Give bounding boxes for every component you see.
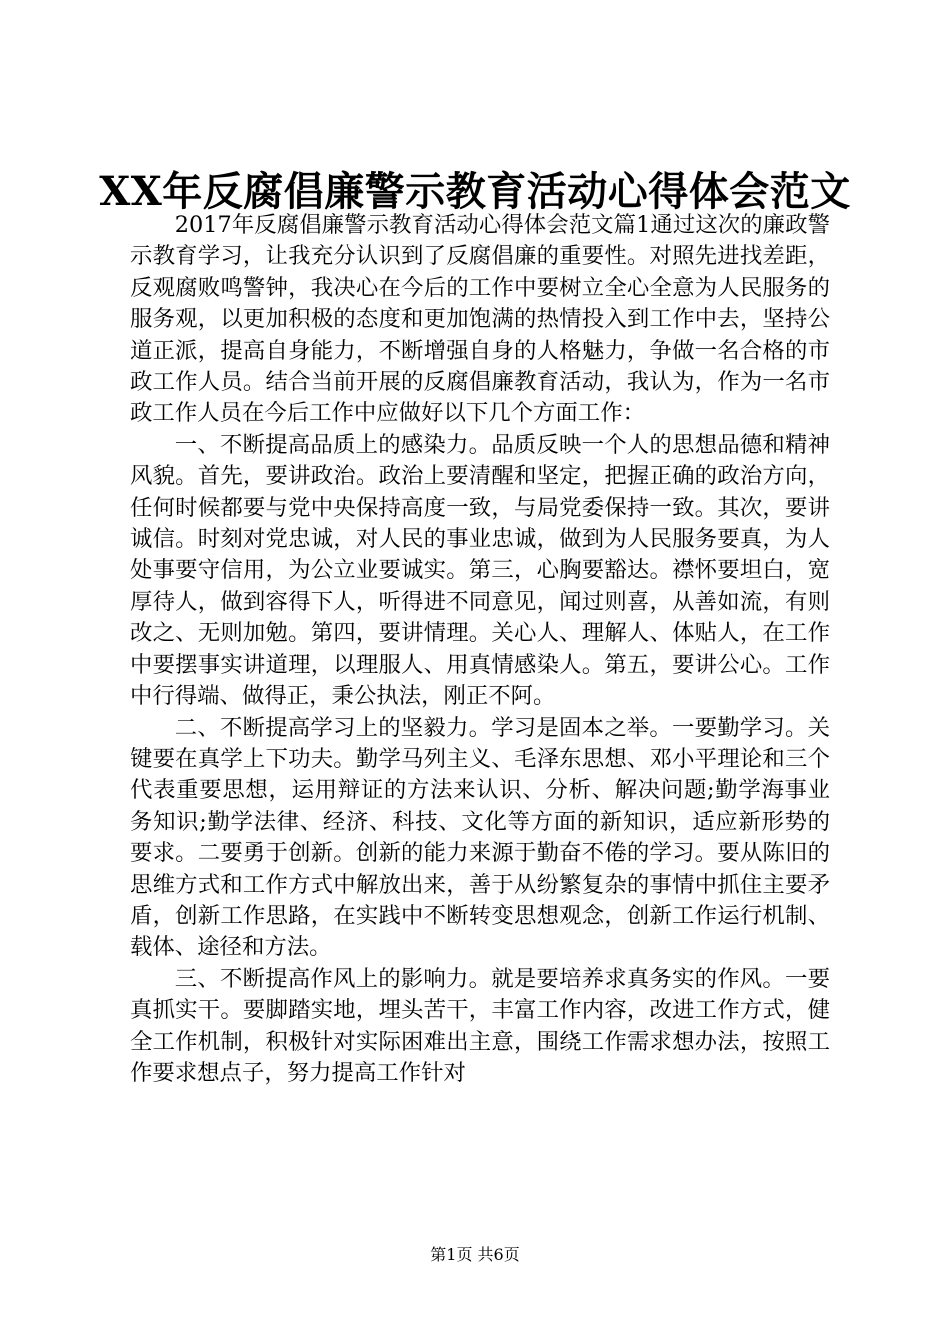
body-paragraph: 二、不断提高学习上的坚毅力。学习是固本之举。一要勤学习。关键要在真学上下功夫。勤学马列主义、毛泽东思想、邓小平理论和三个代表重要思想，运用辩证的方法来认识、分析、解决问题;勤学海事业务知识;勤学法律、经济、科技、文化等方面的新知识，适应新形势的要求。二要勇于创新。创新的能力来源于勤奋不倦的学习。要从陈旧的思维方式和工作方式中解放出来，善于从纷繁复杂的事情中抓住主要矛盾，创新工作思路，在实践中不断转变思想观念，创新工作运行机制、载体、途径和方法。 xyxy=(130,714,830,961)
body-paragraph: 一、不断提高品质上的感染力。品质反映一个人的思想品德和精神风貌。首先，要讲政治。政治上要清醒和坚定，把握正确的政治方向，任何时候都要与党中央保持高度一致，与局党委保持一致。其次，要讲诚信。时刻对党忠诚，对人民的事业忠诚，做到为人民服务要真，为人处事要守信用，为公立业要诚实。第三，心胸要豁达。襟怀要坦白，宽厚待人，做到容得下人，听得进不同意见，闻过则喜，从善如流，有则改之、无则加勉。第四，要讲情理。关心人、理解人、体贴人，在工作中要摆事实讲道理，以理服人、用真情感染人。第五，要讲公心。工作中行得端、做得正，秉公执法，刚正不阿。 xyxy=(130,431,830,710)
body-paragraph: 2017年反腐倡廉警示教育活动心得体会范文篇1通过这次的廉政警示教育学习，让我充分认识到了反腐倡廉的重要性。对照先进找差距，反观腐败鸣警钟，我决心在今后的工作中要树立全心全意为人民服务的服务观，以更加积极的态度和更加饱满的热情投入到工作中去，坚持公道正派，提高自身能力，不断增强自身的人格魅力，争做一名合格的市政工作人员。结合当前开展的反腐倡廉教育活动，我认为，作为一名市政工作人员在今后工作中应做好以下几个方面工作： xyxy=(130,212,830,427)
body-paragraph: 三、不断提高作风上的影响力。就是要培养求真务实的作风。一要真抓实干。要脚踏实地，埋头苦干，丰富工作内容，改进工作方式，健全工作机制，积极针对实际困难出主意，围绕工作需求想办法，按照工作要求想点子，努力提高工作针对 xyxy=(130,965,830,1086)
page-number-footer: 第1页 共6页 xyxy=(430,1245,520,1264)
document-body xyxy=(130,210,830,1089)
document-title: XX年反腐倡廉警示教育活动心得体会范文 xyxy=(99,168,851,215)
